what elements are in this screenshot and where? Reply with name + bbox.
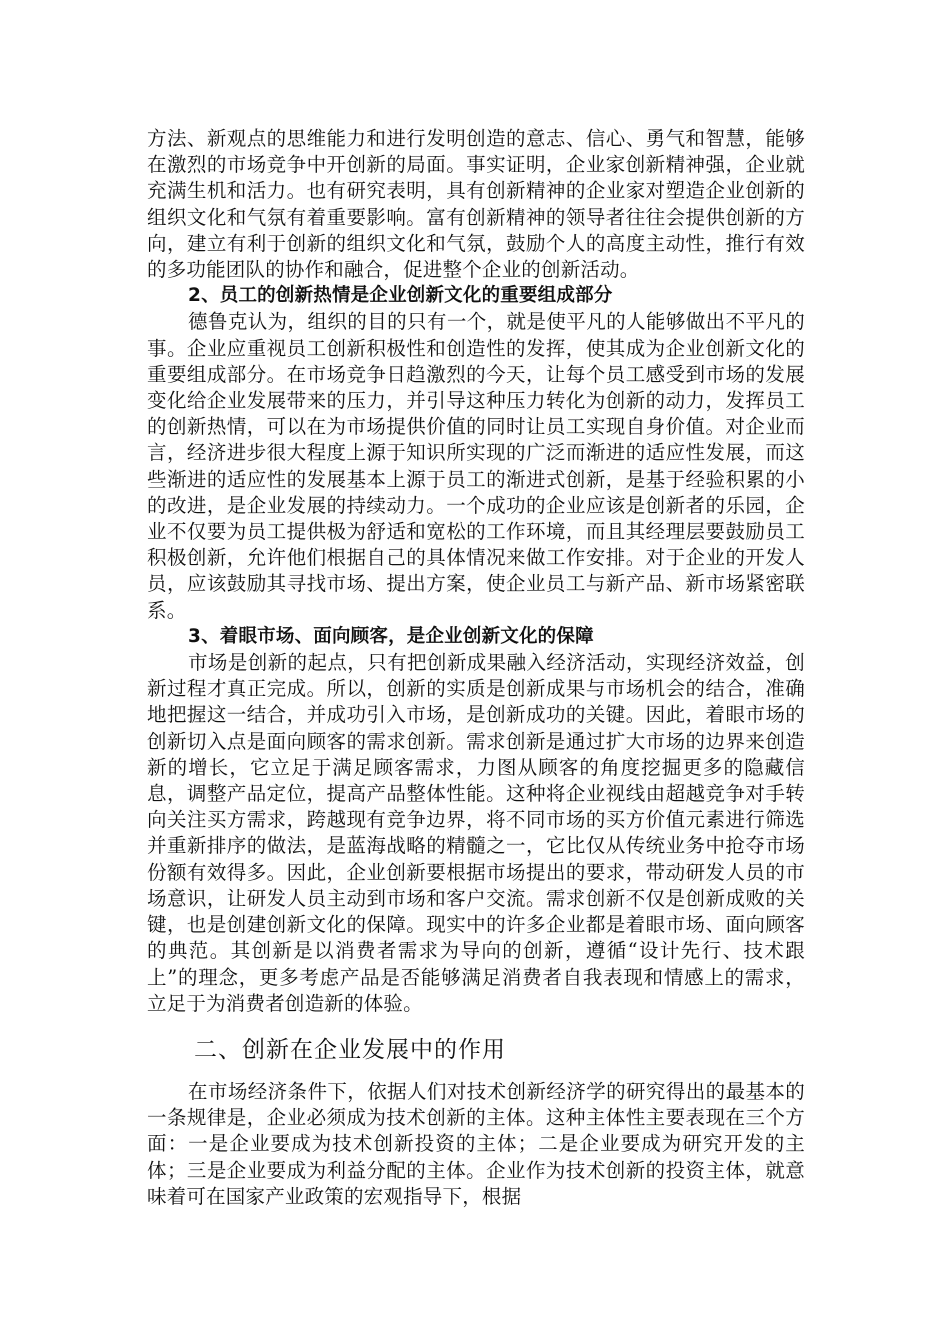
- paragraph-innovation-role: 在市场经济条件下，依据人们对技术创新经济学的研究得出的最基本的一条规律是，企业必须成为技术创新的主体。这种主体性主要表现在三个方面：一是企业要成为技术创新投资的主体；二是企业要成为研究开发的主体；三是企业要成为利益分配的主体。企业作为技术创新的投资主体，就意味着可在国家产业政策的宏观指导下，根据: [147, 1079, 805, 1208]
- subheading-market-customer: 3、着眼市场、面向顾客，是企业创新文化的保障: [188, 625, 594, 647]
- paragraph-entrepreneur-spirit: 方法、新观点的思维能力和进行发明创造的意志、信心、勇气和智慧，能够在激烈的市场竞争中开创新的局面。事实证明，企业家创新精神强，企业就充满生机和活力。也有研究表明，具有创新精神的企业家对塑造企业创新的组织文化和气氛有着重要影响。富有创新精神的领导者往往会提供创新的方向，建立有利于创新的组织文化和气氛，鼓励个人的高度主动性，推行有效的多功能团队的协作和融合，促进整个企业的创新活动。: [147, 127, 805, 282]
- paragraph-employee-passion: 德鲁克认为，组织的目的只有一个，就是使平凡的人能够做出不平凡的事。企业应重视员工创新积极性和创造性的发挥，使其成为企业创新文化的重要组成部分。在市场竞争日趋激烈的今天，让每个员工感受到市场的发展变化给企业发展带来的压力，并引导这种压力转化为创新的动力，发挥员工的创新热情，可以在为市场提供价值的同时让员工实现自身价值。对企业而言，经济进步很大程度上源于知识所实现的广泛而渐进的适应性发展，而这些渐进的适应性的发展基本上源于员工的渐进式创新，是基于经验积累的小的改进，是企业发展的持续动力。一个成功的企业应该是创新者的乐园，企业不仅要为员工提供极为舒适和宽松的工作环境，而且其经理层要鼓励员工积极创新，允许他们根据自己的具体情况来做工作安排。对于企业的开发人员，应该鼓励其寻找市场、提出方案，使企业员工与新产品、新市场紧密联系。: [147, 310, 805, 622]
- document-page: [147, 126, 805, 1210]
- subheading-employee-passion: 2、员工的创新热情是企业创新文化的重要组成部分: [188, 285, 613, 307]
- section-heading-innovation-role: 二、创新在企业发展中的作用: [194, 1036, 506, 1063]
- paragraph-market-customer: 市场是创新的起点，只有把创新成果融入经济活动，实现经济效益，创新过程才真正完成。所以，创新的实质是创新成果与市场机会的结合，准确地把握这一结合，并成功引入市场，是创新成功的关键。因此，着眼市场的创新切入点是面向顾客的需求创新。需求创新是通过扩大市场的边界来创造新的增长，它立足于满足顾客需求，力图从顾客的角度挖掘更多的隐藏信息，调整产品定位，提高产品整体性能。这种将企业视线由超越竞争对手转向关注买方需求，跨越现有竞争边界，将不同市场的买方价值元素进行筛选并重新排序的做法，是蓝海战略的精髓之一，它比仅从传统业务中抢夺市场份额有效得多。因此，企业创新要根据市场提出的要求，带动研发人员的市场意识，让研发人员主动到市场和客户交流。需求创新不仅是创新成败的关键，也是创建创新文化的保障。现实中的许多企业都是着眼市场、面向顾客的典范。其创新是以消费者需求为导向的创新，遵循“设计先行、技术跟上”的理念，更多考虑产品是否能够满足消费者自我表现和情感上的需求，立足于为消费者创造新的体验。: [147, 651, 805, 1015]
